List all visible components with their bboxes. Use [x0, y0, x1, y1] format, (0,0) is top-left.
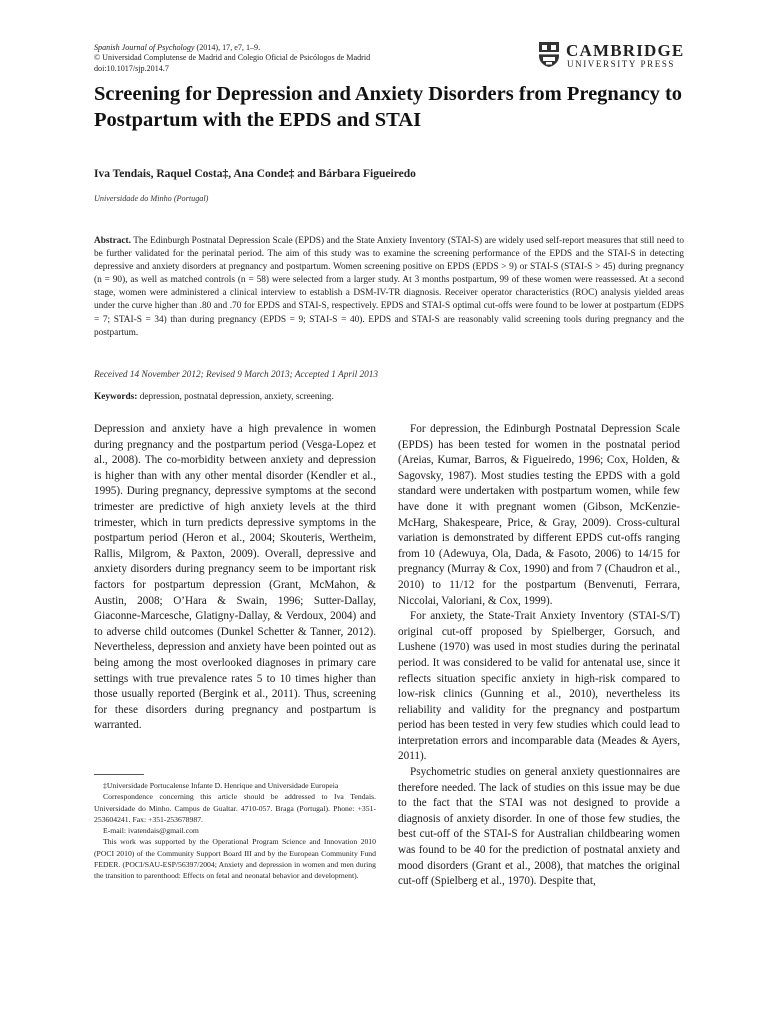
body-paragraph: For anxiety, the State-Trait Anxiety Inventory (STAI-S/T) original cut-off proposed by Spielberger, Gorsuch, and Lushene (1970) was used in most studies during the perinatal period. It was considered to be valid for antenatal use, since it reflects situation specific anxiety in high-risk compared to low-risk clinics (Gunning et al., 2010), nevertheless its reliability and validity for the pregnancy and postpartum period has been tested in very few studies which could lead to interpretation errors and incomparable data (Meades & Ayers, 2011).: [398, 610, 680, 763]
affiliation: Universidade do Minho (Portugal): [94, 194, 209, 203]
journal-header: [94, 43, 514, 74]
footnote-email: E-mail: ivatendais@gmail.com: [103, 826, 199, 836]
publisher-subtitle: UNIVERSITY PRESS: [567, 59, 676, 69]
doi: doi:10.1017/sjp.2014.7: [94, 63, 169, 73]
footnote-correspondence: Correspondence concerning this article should be addressed to Iva Tendais. Universidade do Minho. Campus de Gualtar. 4710-057. Braga (Portugal). Phone: +351-253604241. Fax: +351-253678987.: [94, 792, 376, 824]
received-dates: Received 14 November 2012; Revised 9 March 2013; Accepted 1 April 2013: [94, 370, 379, 380]
body-paragraph: Psychometric studies on general anxiety questionnaires are therefore needed. The lack of studies on this issue may be due to the fact that the STAI was not designed to provide a diagnosis of anxiety disorder. In one of those few studies, the best cut-off of the STAI-S for Australian childbearing women was found to be 40 for the prediction of postnatal anxiety and mood disorders (Grant et al., 2008), that matches the original cut-off (Spielberg et al., 1970). Despite that,: [398, 766, 680, 888]
body-paragraph: For depression, the Edinburgh Postnatal Depression Scale (EPDS) has been tested for women in the postnatal period (Areias, Kumar, Barros, & Figueiredo, 1996; Cox, Holden, & Sagovsky, 1987). Most studies testing the EPDS with a gold standard were undertaken with postpartum women, while few have done it with pregnant women (Gibson, McKenzie-McHarg, Shakespeare, Price, & Gray, 2009). Cross-cultural variation is demonstrated by different EPDS cut-offs ranging from 10 (Adewuya, Ola, Dada, & Fasoto, 2006) to 14/15 for pregnancy (Murray & Cox, 1990) and from 7 (Chaudron et al., 2010) to 11/12 for the postpartum (Benvenuti, Ferrara, Niccolai, Valoriani, & Cox, 1999).: [398, 423, 680, 607]
body-paragraph: Depression and anxiety have a high prevalence in women during pregnancy and the postpartum period (Vesga-Lopez et al., 2008). The co-morbidity between anxiety and depression is higher than with any other mental disorder (Kendler et al., 1995). During pregnancy, depressive symptoms at the second trimester are predictive of high anxiety levels at the third trimester, which in turn predicts depressive symptoms in the postpartum period (Heron et al., 2004; Skouteris, Wertheim, Rallis, Milgrom, & Paxton, 2009). Overall, depressive and anxiety disorders during pregnancy seem to be important risk factors for postpartum depression (Grant, McMahon, & Austin, 2008; O’Hara & Swain, 1996; Sutter-Dallay, Giaconne-Marcesche, Glatigny-Dallay, & Verdoux, 2004) and to adverse child outcomes (Dunkel Schetter & Tanner, 2012). Nevertheless, depression and anxiety have been pointed out as being among the most overlooked diagnoses in primary care settings with true prevalence rates 5 to 10 times higher than those usually reported (Bergink et al., 2011). Thus, screening for these disorders during pregnancy and postpartum is warranted.: [94, 423, 376, 732]
copyright: © Universidad Complutense de Madrid and Colegio Oficial de Psicólogos de Madrid: [94, 53, 371, 63]
body-column-right: [398, 422, 680, 890]
publisher-logo: [538, 41, 685, 73]
keywords-label: Keywords:: [94, 392, 138, 402]
journal-name: Spanish Journal of Psychology: [94, 43, 195, 52]
footnote-affiliation: ‡Universidade Portucalense Infante D. Henrique and Universidade Europeia: [103, 781, 339, 790]
keywords: [94, 392, 334, 402]
abstract: [94, 235, 684, 340]
journal-details: (2014), 17, e7, 1–9.: [194, 43, 261, 52]
publisher-name: CAMBRIDGE: [566, 41, 685, 60]
article-title: Screening for Depression and Anxiety Disorders from Pregnancy to Postpartum with the EPDS and STAI: [94, 83, 683, 131]
footnote-divider: [94, 774, 144, 775]
shield-icon: [538, 41, 560, 68]
keywords-text: depression, postnatal depression, anxiety, screening.: [137, 392, 334, 402]
abstract-text: The Edinburgh Postnatal Depression Scale (EPDS) and the State Anxiety Inventory (STAI-S) are widely used self-report measures that still need to be further validated for the perinatal period. The aim of this study was to examine the screening performance of the EPDS and the STAI-S in detecting depressive and anxiety disorders at pregnancy and postpartum. Women screening positive on EPDS (EPDS > 9) or STAI-S (STAI-S > 45) during pregnancy (n = 90), as well as matched controls (n = 58) were selected from a larger study. At 3 months postpartum, 99 of these women were reassessed. At a second stage, women were administered a clinical interview to establish a DSM-IV-TR diagnosis. Receiver operator characteristics (ROC) analysis yielded areas under the curve higher than .80 and .70 for EPDS and STAI-S, respectively. EPDS and STAI-S optimal cut-offs were found to be lower at postpartum (EDPS = 7; STAI-S = 34) than during pregnancy (EPDS = 9; STAI-S = 40). EPDS and STAI-S are reasonably valid screening tools during pregnancy and the postpartum.: [94, 236, 684, 338]
footnotes: [94, 780, 376, 882]
abstract-label: Abstract.: [94, 236, 131, 246]
journal-citation: [94, 43, 514, 53]
footnote-funding: This work was supported by the Operational Program Science and Innovation 2010 (POCI 2010) of the Community Support Board III and by the European Community Fund FEDER. (POCI/SAU-ESP/56397/2004; Anxiety and depression in women and men during the transition to parenthood: Effects on fetal and neonatal behavior and development).: [94, 837, 376, 881]
author-list: Iva Tendais, Raquel Costa‡, Ana Conde‡ and Bárbara Figueiredo: [94, 168, 416, 180]
body-column-left: [94, 422, 376, 734]
